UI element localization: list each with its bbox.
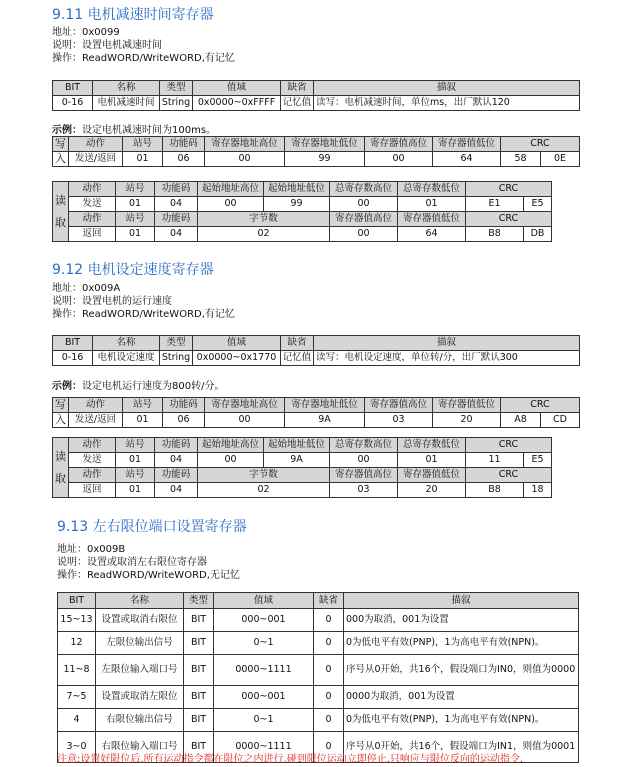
table-cell: 设置或取消右限位: [96, 609, 184, 632]
table-cell: 00: [205, 152, 285, 167]
table-cell: 02: [198, 227, 330, 242]
table-cell: 04: [155, 453, 198, 468]
table-cell: 0000~1111: [214, 732, 314, 763]
header-cell: CRC: [466, 438, 552, 453]
table-cell: 06: [163, 152, 205, 167]
table-cell: 11: [466, 453, 524, 468]
register-table-9-11: [52, 80, 580, 111]
table-header: [53, 137, 580, 152]
read-label-top: 读: [55, 449, 66, 463]
header-cell: 寄存器值低位: [398, 212, 466, 227]
header-cell: 寄存器值高位: [365, 137, 433, 152]
operation-line: 操作：ReadWORD/WriteWORD,无记忆: [57, 570, 240, 581]
table-cell: 99: [264, 197, 330, 212]
address-text: [52, 26, 235, 65]
header-cell: CRC: [466, 468, 552, 483]
table-row: [58, 632, 579, 655]
table-cell: 03: [330, 483, 398, 498]
header-cell: 字节数: [198, 468, 330, 483]
table-cell: 左限位输入端口号: [96, 655, 184, 686]
header-cell: 名称: [96, 593, 184, 609]
operation-line: 操作：ReadWORD/WriteWORD,有记忆: [52, 53, 235, 64]
header-cell: CRC: [466, 182, 552, 197]
table-cell: E5: [524, 197, 552, 212]
table-cell: 序号从0开始，共16个，假设端口为IN1，则值为0001: [344, 732, 579, 763]
address-text: [52, 282, 235, 321]
table-cell: 00: [198, 197, 264, 212]
description-line: 说明：设置电机的运行速度: [52, 296, 172, 307]
header-cell: 值域: [193, 336, 281, 351]
table-cell: 0E: [541, 152, 580, 167]
header-cell: 字节数: [198, 212, 330, 227]
table-cell: 000~001: [214, 686, 314, 709]
header-cell: 类型: [160, 336, 193, 351]
table-cell: 发送: [69, 197, 116, 212]
table-header: [53, 398, 580, 413]
example-line: [52, 121, 216, 136]
warning-note: 注意:设置好限位后,所有运动指令都在限位之内进行,碰到限位运动立即停止,只响应与限位反向的运动指令.: [57, 754, 524, 765]
table-cell: 58: [501, 152, 541, 167]
table-cell: BIT: [184, 655, 214, 686]
table-row: [58, 686, 579, 709]
write-table-9-12: [52, 397, 580, 428]
operation-line: 操作：ReadWORD/WriteWORD,有记忆: [52, 309, 235, 320]
header-cell: 名称: [93, 336, 160, 351]
read-label-top: 读: [55, 193, 66, 207]
header-cell: 动作: [69, 398, 123, 413]
table-cell: 0为低电平有效(PNP)，1为高电平有效(NPN)。: [344, 709, 579, 732]
table-cell: 04: [155, 197, 198, 212]
table-cell: 0x0000~0xFFFF: [193, 96, 281, 111]
address-line: 地址：0x009B: [57, 544, 126, 555]
table-cell: 发送/返回: [69, 152, 123, 167]
header-cell: 起始地址低位: [264, 182, 330, 197]
table-cell: 电机减速时间: [93, 96, 160, 111]
header-cell: 名称: [93, 81, 160, 96]
table-header: [53, 468, 580, 483]
table-cell: 20: [398, 483, 466, 498]
empty-cell: [552, 227, 580, 242]
write-label: 写: [53, 398, 69, 413]
table-row: [53, 351, 580, 366]
table-cell: 01: [398, 453, 466, 468]
table-cell: 01: [116, 197, 155, 212]
section-title-9-13: 9.13 左右限位端口设置寄存器: [57, 519, 247, 535]
table-row: [58, 609, 579, 632]
table-cell: 记忆值: [281, 351, 314, 366]
register-table-9-12: [52, 335, 580, 366]
header-cell: 起始地址高位: [198, 182, 264, 197]
table-header: [53, 182, 580, 197]
header-cell: 寄存器地址高位: [205, 137, 285, 152]
table-cell: 0-16: [53, 96, 93, 111]
header-cell: 动作: [69, 468, 116, 483]
header-cell: 描叙: [344, 593, 579, 609]
header-cell: 寄存器值高位: [330, 212, 398, 227]
header-cell: 寄存器值低位: [433, 398, 501, 413]
header-cell: 寄存器值高位: [365, 398, 433, 413]
header-cell: 功能码: [155, 468, 198, 483]
read-table-9-11: [52, 181, 580, 242]
table-cell: String: [160, 96, 193, 111]
write-label: 写: [53, 137, 69, 152]
header-cell: 寄存器值高位: [330, 468, 398, 483]
table-cell: 00: [205, 413, 285, 428]
table-cell: 读写：电机设定速度，单位转/分，出厂默认300: [314, 351, 580, 366]
read-label: [53, 438, 69, 498]
empty-cell: [552, 212, 580, 227]
table-cell: 02: [198, 483, 330, 498]
table-header: [53, 81, 580, 96]
header-cell: 寄存器地址高位: [205, 398, 285, 413]
header-cell: 动作: [69, 137, 123, 152]
table-cell: E1: [466, 197, 524, 212]
register-table-9-13: [57, 592, 579, 763]
table-cell: 0: [314, 609, 344, 632]
header-cell: 值域: [193, 81, 281, 96]
table-cell: 0: [314, 655, 344, 686]
table-cell: 序号从0开始，共16个，假设端口为IN0，则值为0000: [344, 655, 579, 686]
table-cell: 64: [433, 152, 501, 167]
table-cell: 00: [330, 197, 398, 212]
table-row: [53, 96, 580, 111]
address-line: 地址：0x0099: [52, 27, 120, 38]
description-line: 说明：设置电机减速时间: [52, 40, 162, 51]
address-line: 地址：0x009A: [52, 283, 121, 294]
table-cell: B8: [466, 483, 524, 498]
table-cell: 右限位输入端口号: [96, 732, 184, 763]
table-cell: 01: [123, 413, 163, 428]
header-cell: 站号: [123, 137, 163, 152]
table-cell: 0000~1111: [214, 655, 314, 686]
header-cell: 起始地址高位: [198, 438, 264, 453]
example-text: 设定电机减速时间为100ms。: [82, 125, 217, 136]
table-cell: 9A: [285, 413, 365, 428]
header-cell: 描叙: [314, 336, 580, 351]
header-cell: 总寄存数高位: [330, 438, 398, 453]
example-label: 示例：: [52, 381, 82, 392]
table-header: [53, 438, 580, 453]
table-cell: 00: [198, 453, 264, 468]
table-cell: 设置或取消左限位: [96, 686, 184, 709]
header-cell: 缺省: [281, 81, 314, 96]
header-cell: 类型: [184, 593, 214, 609]
table-cell: 20: [433, 413, 501, 428]
section-title-9-12: 9.12 电机设定速度寄存器: [52, 262, 214, 278]
table-row: [58, 655, 579, 686]
header-cell: 缺省: [314, 593, 344, 609]
write-table-9-11: [52, 136, 580, 167]
header-cell: 站号: [116, 182, 155, 197]
header-cell: 类型: [160, 81, 193, 96]
section-title-9-11: 9.11 电机减速时间寄存器: [52, 7, 214, 23]
example-line: [52, 377, 224, 392]
read-table-9-12: [52, 437, 580, 498]
header-cell: 寄存器值低位: [433, 137, 501, 152]
table-row: [58, 709, 579, 732]
table-cell: 04: [155, 227, 198, 242]
table-row: [53, 453, 580, 468]
header-cell: 寄存器地址低位: [285, 137, 365, 152]
header-cell: 寄存器值低位: [398, 468, 466, 483]
header-cell: 动作: [69, 438, 116, 453]
table-cell: 04: [155, 483, 198, 498]
table-cell: 15~13: [58, 609, 96, 632]
table-row: [53, 152, 580, 167]
table-cell: 00: [330, 227, 398, 242]
table-cell: B8: [466, 227, 524, 242]
header-cell: BIT: [53, 81, 93, 96]
table-cell: BIT: [184, 686, 214, 709]
header-cell: 描叙: [314, 81, 580, 96]
address-text: [57, 543, 240, 582]
table-cell: BIT: [184, 732, 214, 763]
table-header: [53, 336, 580, 351]
header-cell: CRC: [501, 398, 580, 413]
header-cell: 总寄存数低位: [398, 182, 466, 197]
header-cell: 站号: [116, 438, 155, 453]
table-cell: 12: [58, 632, 96, 655]
table-cell: 0: [314, 632, 344, 655]
table-cell: 00: [330, 453, 398, 468]
table-cell: 0为低电平有效(PNP)，1为高电平有效(NPN)。: [344, 632, 579, 655]
table-cell: 0: [314, 686, 344, 709]
header-cell: BIT: [58, 593, 96, 609]
header-cell: 动作: [69, 182, 116, 197]
table-cell: 发送/返回: [69, 413, 123, 428]
header-cell: 缺省: [281, 336, 314, 351]
table-cell: 返回: [69, 227, 116, 242]
read-label: [53, 182, 69, 242]
read-label-bottom: 取: [55, 215, 66, 229]
empty-cell: [552, 468, 580, 483]
table-cell: 64: [398, 227, 466, 242]
header-cell: 功能码: [155, 438, 198, 453]
header-cell: 值域: [214, 593, 314, 609]
table-row: [53, 197, 580, 212]
table-cell: E5: [524, 453, 552, 468]
table-cell: 18: [524, 483, 552, 498]
table-row: [53, 227, 580, 242]
table-cell: BIT: [184, 709, 214, 732]
table-cell: 000~001: [214, 609, 314, 632]
table-header: [58, 593, 579, 609]
table-cell: 4: [58, 709, 96, 732]
table-cell: 0x0000~0x1770: [193, 351, 281, 366]
write-label: 入: [53, 152, 69, 167]
table-cell: 0~1: [214, 632, 314, 655]
table-cell: 返回: [69, 483, 116, 498]
table-cell: 06: [163, 413, 205, 428]
table-cell: 0~1: [214, 709, 314, 732]
header-cell: 站号: [123, 398, 163, 413]
header-cell: 功能码: [163, 137, 205, 152]
table-cell: 3~0: [58, 732, 96, 763]
description-line: 说明：设置或取消左右限位寄存器: [57, 557, 207, 568]
table-cell: CD: [541, 413, 580, 428]
header-cell: 功能码: [163, 398, 205, 413]
table-cell: 0: [314, 732, 344, 763]
table-cell: 记忆值: [281, 96, 314, 111]
table-cell: 01: [398, 197, 466, 212]
table-cell: 电机设定速度: [93, 351, 160, 366]
table-cell: 7~5: [58, 686, 96, 709]
table-row: [53, 413, 580, 428]
table-cell: A8: [501, 413, 541, 428]
header-cell: BIT: [53, 336, 93, 351]
table-cell: 99: [285, 152, 365, 167]
table-cell: 01: [116, 227, 155, 242]
header-cell: 站号: [116, 468, 155, 483]
header-cell: 寄存器地址低位: [285, 398, 365, 413]
header-cell: CRC: [466, 212, 552, 227]
read-label-bottom: 取: [55, 471, 66, 485]
example-text: 设定电机运行速度为800转/分。: [82, 381, 225, 392]
table-cell: 发送: [69, 453, 116, 468]
header-cell: 起始地址低位: [264, 438, 330, 453]
header-cell: CRC: [501, 137, 580, 152]
table-cell: 00: [365, 152, 433, 167]
header-cell: 总寄存数高位: [330, 182, 398, 197]
table-cell: BIT: [184, 632, 214, 655]
write-label: 入: [53, 413, 69, 428]
table-cell: String: [160, 351, 193, 366]
table-header: [53, 212, 580, 227]
table-cell: 11~8: [58, 655, 96, 686]
table-cell: 01: [123, 152, 163, 167]
table-cell: 000为取消，001为设置: [344, 609, 579, 632]
header-cell: 站号: [116, 212, 155, 227]
table-cell: 右限位输出信号: [96, 709, 184, 732]
table-cell: 01: [116, 483, 155, 498]
table-cell: 0000为取消，001为设置: [344, 686, 579, 709]
table-cell: 0-16: [53, 351, 93, 366]
table-cell: 读写：电机减速时间，单位ms，出厂默认120: [314, 96, 580, 111]
example-label: 示例：: [52, 125, 82, 136]
header-cell: 功能码: [155, 212, 198, 227]
empty-cell: [552, 483, 580, 498]
header-cell: 总寄存数低位: [398, 438, 466, 453]
header-cell: 功能码: [155, 182, 198, 197]
table-cell: 左限位输出信号: [96, 632, 184, 655]
table-cell: 0: [314, 709, 344, 732]
table-cell: 03: [365, 413, 433, 428]
table-cell: 9A: [264, 453, 330, 468]
header-cell: 动作: [69, 212, 116, 227]
table-cell: BIT: [184, 609, 214, 632]
table-row: [53, 483, 580, 498]
table-cell: 01: [116, 453, 155, 468]
table-cell: DB: [524, 227, 552, 242]
